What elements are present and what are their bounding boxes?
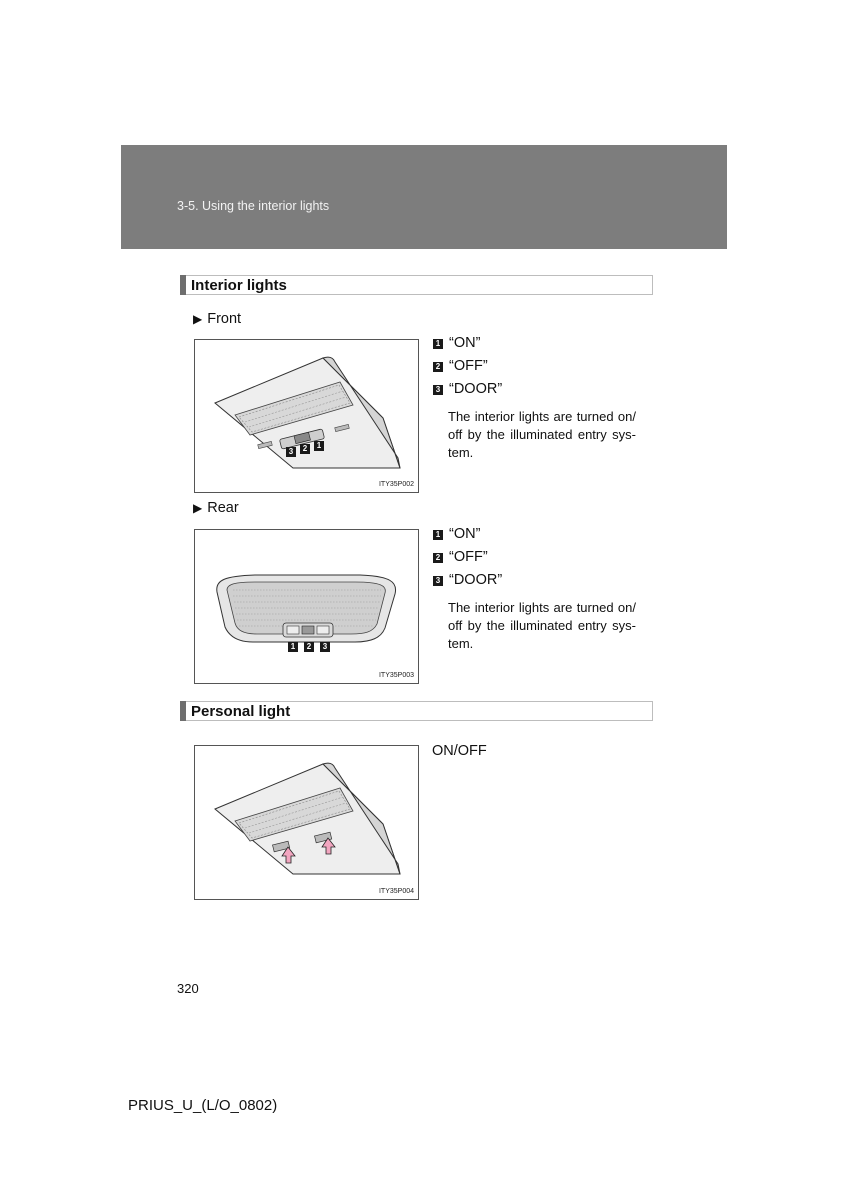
personal-lamp-figure: [194, 745, 419, 900]
personal-light-title: Personal light: [191, 703, 291, 720]
interior-lights-heading: [180, 275, 653, 295]
callout-3: 3: [286, 447, 296, 457]
personal-light-caption: ON/OFF: [432, 743, 487, 759]
callout-1: 1: [288, 642, 298, 652]
heading-bar: [180, 701, 186, 721]
callout-2: 2: [300, 444, 310, 454]
front-lamp-illustration: [195, 340, 418, 492]
personal-lamp-illustration: [195, 746, 418, 899]
personal-light-heading: [180, 701, 653, 721]
triangle-icon: ▶: [193, 312, 203, 326]
front-item-door: 3 “DOOR”: [433, 381, 502, 397]
footer-code: PRIUS_U_(L/O_0802): [128, 1097, 278, 1114]
triangle-icon: ▶: [193, 501, 203, 515]
front-lamp-figure: [194, 339, 419, 493]
rear-label: ▶ Rear: [193, 500, 239, 516]
rear-lamp-illustration: [195, 530, 418, 683]
rear-item-door: 3 “DOOR”: [433, 572, 502, 588]
callout-1: 1: [314, 441, 324, 451]
front-description: The interior lights are turned on/ off by the illuminated entry sys- tem.: [448, 409, 636, 460]
num-badge: 2: [433, 553, 443, 563]
callout-2: 2: [304, 642, 314, 652]
num-badge: 2: [433, 362, 443, 372]
num-badge: 3: [433, 385, 443, 395]
rear-lamp-figure: [194, 529, 419, 684]
figure-code: ITY35P002: [378, 481, 414, 488]
section-breadcrumb: 3-5. Using the interior lights: [177, 199, 330, 213]
header-band: [121, 145, 727, 249]
num-badge: 1: [433, 339, 443, 349]
callout-3: 3: [320, 642, 330, 652]
rear-item-on: 1 “ON”: [433, 526, 480, 542]
num-badge: 3: [433, 576, 443, 586]
figure-code: ITY35P003: [378, 672, 414, 679]
interior-lights-title: Interior lights: [191, 277, 287, 294]
rear-item-off: 2 “OFF”: [433, 549, 488, 565]
page-number: 320: [177, 981, 199, 996]
num-badge: 1: [433, 530, 443, 540]
front-label: ▶ Front: [193, 311, 242, 327]
rear-description: The interior lights are turned on/ off by the illuminated entry sys- tem.: [448, 600, 636, 651]
front-item-on: 1 “ON”: [433, 335, 480, 351]
front-item-off: 2 “OFF”: [433, 358, 488, 374]
figure-code: ITY35P004: [378, 888, 414, 895]
heading-bar: [180, 275, 186, 295]
